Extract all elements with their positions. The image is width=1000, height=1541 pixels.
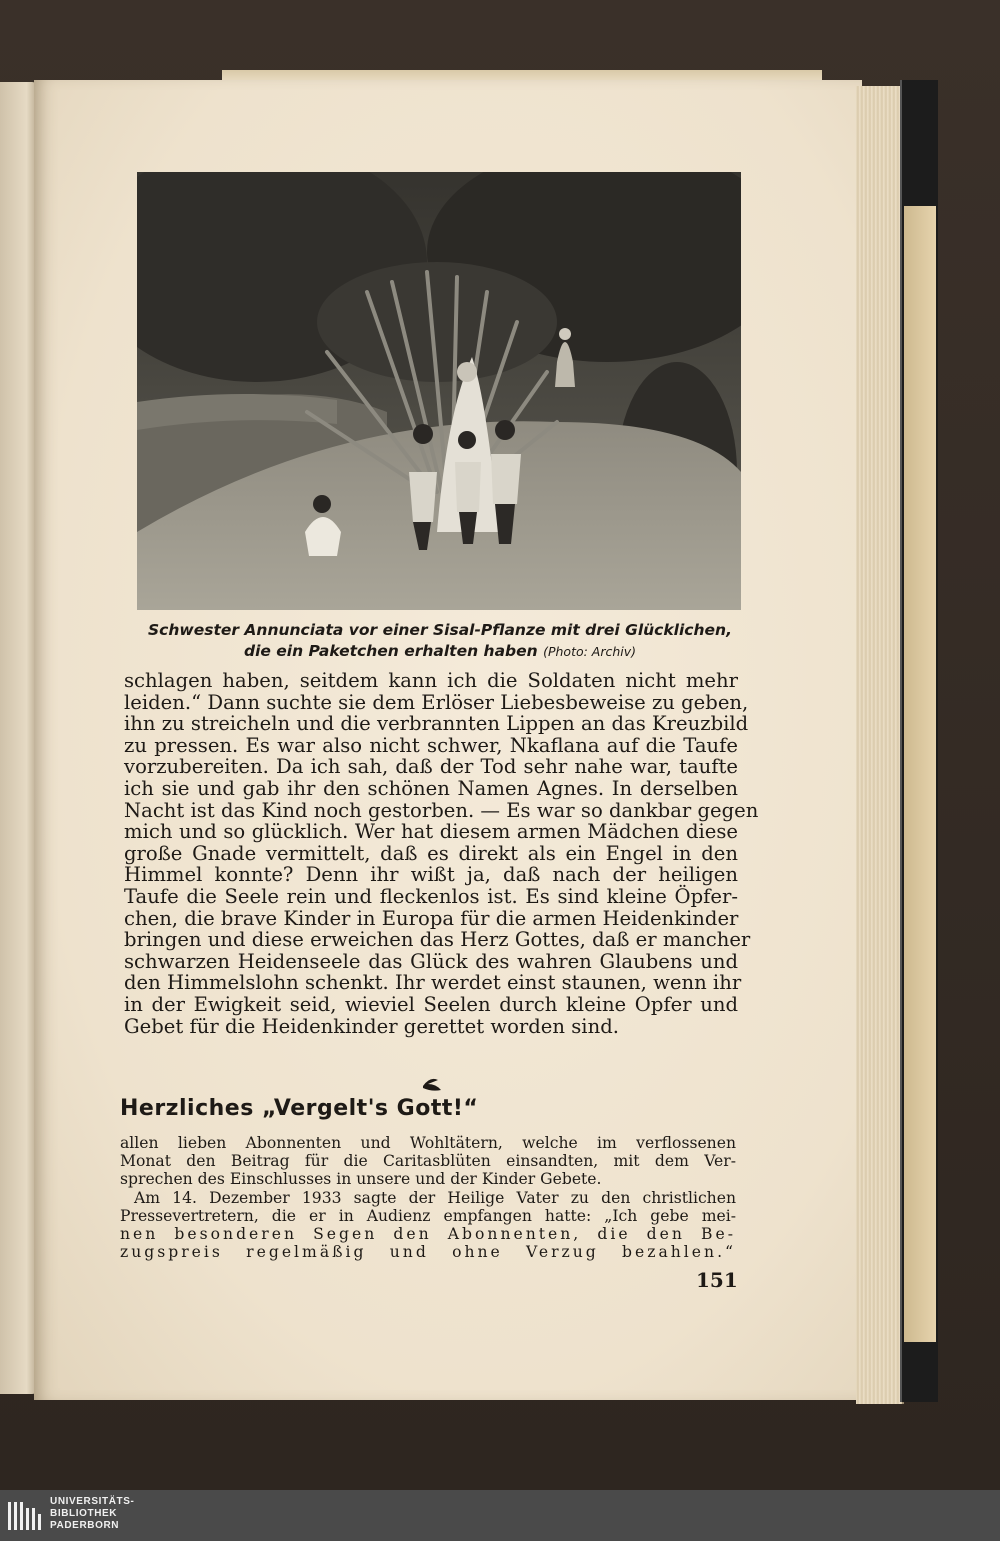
body-line: zu pressen. Es war also nicht schwer, Nkaflana auf die Taufe: [124, 733, 738, 757]
thanks-line: Monat den Beitrag für die Caritasblüten einsandten, mit dem Ver-: [120, 1152, 736, 1171]
body-line: den Himmelslohn schenkt. Ihr werdet einst staunen, wenn ihr: [124, 971, 742, 995]
library-footer: [0, 1490, 1000, 1541]
body-text: [124, 669, 759, 1038]
library-line-3: PADERBORN: [50, 1520, 120, 1531]
thanks-line: nen besonderen Segen den Abonnenten, die den Be-: [120, 1224, 736, 1243]
body-line: ich sie und gab ihr den schönen Namen Agnes. In derselben: [124, 776, 738, 800]
thanks-line: allen lieben Abonnenten und Wohltätern, welche im verflossenen: [120, 1134, 736, 1152]
book-cover: [900, 80, 938, 1402]
body-line: chen, die brave Kinder in Europa für die armen Heidenkinder: [124, 906, 739, 930]
mission-photo: [137, 172, 741, 610]
left-page-edge: [0, 82, 38, 1394]
body-line: bringen und diese erweichen das Herz Gottes, daß er mancher: [124, 928, 751, 952]
page-fore-edge: [856, 86, 904, 1404]
photo-credit: (Photo: Archiv): [543, 644, 637, 659]
body-line: Taufe die Seele rein und fleckenlos ist. Es sind kleine Öpfer-: [124, 884, 738, 908]
body-line: Himmel konnte? Denn ihr wißt ja, daß nach der heiligen: [124, 863, 738, 887]
body-line: mich und so glücklich. Wer hat diesem armen Mädchen diese: [124, 820, 738, 844]
ornament-icon: [420, 1072, 444, 1096]
body-line: schlagen haben, seitdem kann ich die Soldaten nicht mehr: [124, 669, 738, 692]
body-line: Gebet für die Heidenkinder gerettet worden sind.: [124, 1014, 619, 1038]
body-line: vorzubereiten. Da ich sah, daß der Tod sehr nahe war, taufte: [124, 755, 738, 779]
body-line: schwarzen Heidenseele das Glück des wahren Glaubens und: [124, 949, 738, 973]
thanks-line: Pressevertretern, die er in Audienz empfangen hatte: „Ich gebe mei-: [120, 1206, 736, 1225]
body-line: in der Ewigkeit seid, wieviel Seelen durch kleine Opfer und: [124, 992, 738, 1016]
library-logo-icon: [6, 1500, 46, 1532]
caption-line-2: die ein Paketchen erhalten haben: [243, 642, 538, 660]
thanks-line: Am 14. Dezember 1933 sagte der Heilige Vater zu den christlichen: [134, 1188, 736, 1207]
photo-caption: [120, 620, 760, 662]
thanks-text: [120, 1134, 736, 1261]
body-line: leiden.“ Dann suchte sie dem Erlöser Liebesbeweise zu geben,: [124, 690, 749, 714]
thanks-line: zugspreis regelmäßig und ohne Verzug bezahlen.“: [120, 1243, 736, 1262]
body-line: große Gnade vermittelt, daß es direkt als ein Engel in den: [124, 841, 738, 865]
thanks-line: sprechen des Einschlusses in unsere und der Kinder Gebete.: [120, 1170, 602, 1189]
library-name: [50, 1496, 134, 1532]
caption-line-1: Schwester Annunciata vor einer Sisal-Pflanze mit drei Glücklichen,: [148, 621, 732, 639]
page-number: 151: [696, 1268, 738, 1292]
section-heading: Herzliches „Vergelt's Gott!“: [120, 1096, 479, 1121]
body-line: Nacht ist das Kind noch gestorben. — Es war so dankbar gegen: [124, 798, 759, 822]
library-line-2: BIBLIOTHEK: [50, 1508, 118, 1519]
body-line: ihn zu streicheln und die verbrannten Lippen an das Kreuzbild: [124, 712, 749, 736]
library-line-1: UNIVERSITÄTS-: [50, 1496, 135, 1507]
